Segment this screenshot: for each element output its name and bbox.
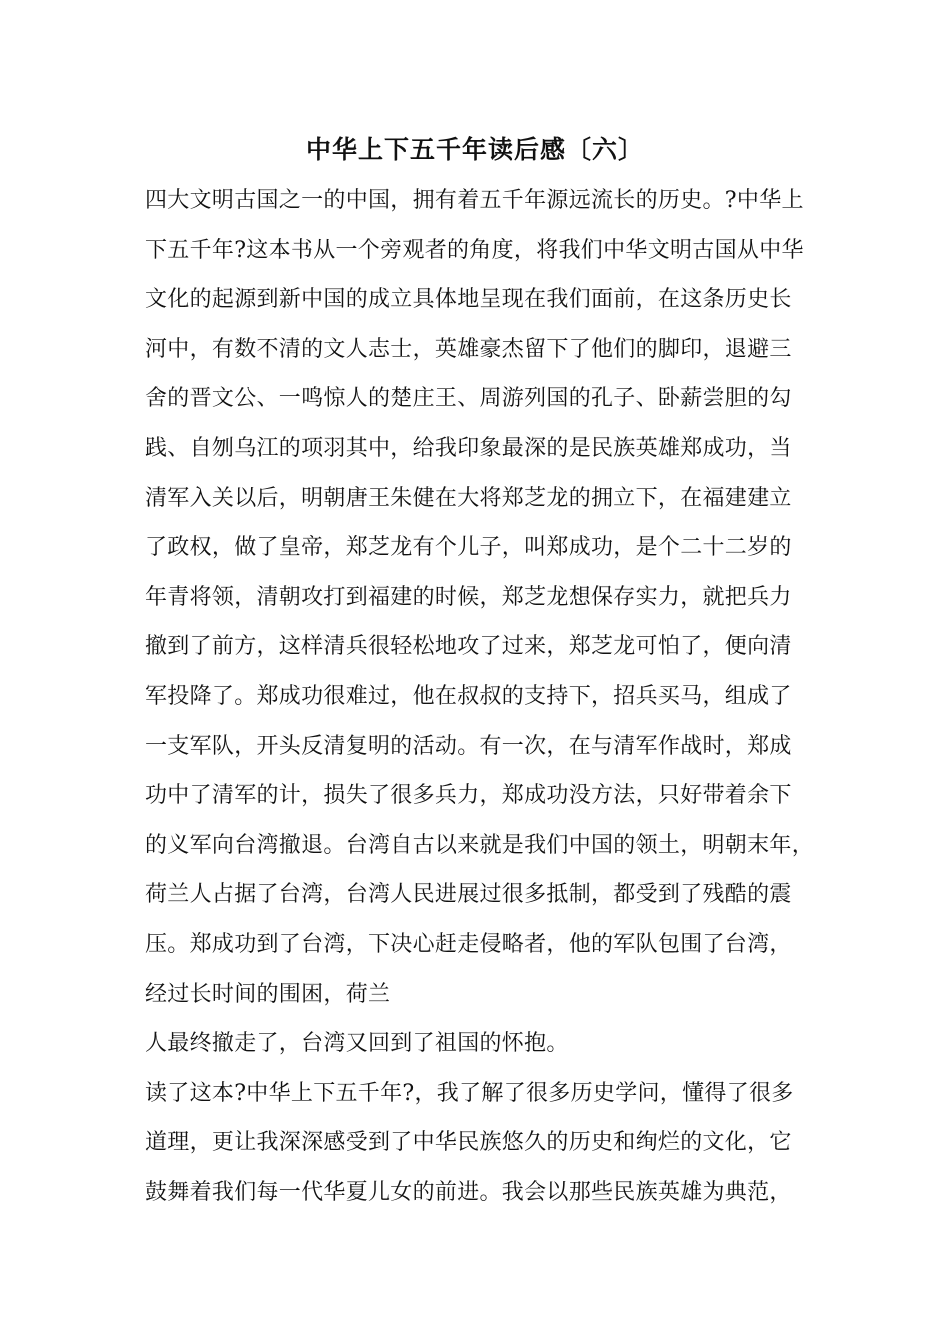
text-line: 四大文明古国之一的中国，拥有着五千年源远流长的历史。?中华上 bbox=[145, 188, 804, 213]
text-line: 人最终撤走了，台湾又回到了祖国的怀抱。 bbox=[145, 1031, 569, 1057]
text-line: 压。郑成功到了台湾，下决心赶走侵略者，他的军队包围了台湾， bbox=[145, 931, 792, 957]
text-line: 一支军队，开头反清复明的活动。有一次，在与清军作战时，郑成 bbox=[145, 733, 792, 759]
text-line: 读了这本?中华上下五千年?，我了解了很多历史学问，懂得了很多 bbox=[145, 1080, 794, 1106]
text-line: 清军入关以后，明朝唐王朱健在大将郑芝龙的拥立下，在福建建立 bbox=[145, 485, 792, 511]
text-line: 鼓舞着我们每一代华夏儿女的前进。我会以那些民族英雄为典范， bbox=[145, 1179, 792, 1205]
text-line: 践、自刎乌江的项羽其中，给我印象最深的是民族英雄郑成功，当 bbox=[145, 435, 792, 461]
text-line: 功中了清军的计，损失了很多兵力，郑成功没方法，只好带着余下 bbox=[145, 783, 792, 809]
text-line: 经过长时间的围困，荷兰 bbox=[145, 981, 391, 1007]
text-line: 河中，有数不清的文人志士，英雄豪杰留下了他们的脚印，退避三 bbox=[145, 336, 792, 362]
text-line: 撤到了前方，这样清兵很轻松地攻了过来，郑芝龙可怕了，便向清 bbox=[145, 634, 792, 660]
text-line: 道理，更让我深深感受到了中华民族悠久的历史和绚烂的文化，它 bbox=[145, 1130, 792, 1156]
text-line: 军投降了。郑成功很难过，他在叔叔的支持下，招兵买马，组成了 bbox=[145, 683, 792, 709]
text-line: 年青将领，清朝攻打到福建的时候，郑芝龙想保存实力，就把兵力 bbox=[145, 584, 792, 610]
text-line: 的义军向台湾撤退。台湾自古以来就是我们中国的领土，明朝末年， bbox=[145, 832, 815, 858]
text-line: 文化的起源到新中国的成立具体地呈现在我们面前，在这条历史长 bbox=[145, 287, 792, 313]
document-title: 中华上下五千年读后感〔六〕 bbox=[305, 135, 644, 164]
text-line: 了政权，做了皇帝，郑芝龙有个儿子，叫郑成功，是个二十二岁的 bbox=[145, 535, 792, 561]
text-line: 荷兰人占据了台湾，台湾人民进展过很多抵制，都受到了残酷的震 bbox=[145, 882, 792, 908]
document-body bbox=[145, 181, 825, 1222]
text-line: 舍的晋文公、一鸣惊人的楚庄王、周游列国的孔子、卧薪尝胆的勾 bbox=[145, 386, 792, 412]
text-line: 下五千年?这本书从一个旁观者的角度，将我们中华文明古国从中华 bbox=[145, 237, 804, 263]
